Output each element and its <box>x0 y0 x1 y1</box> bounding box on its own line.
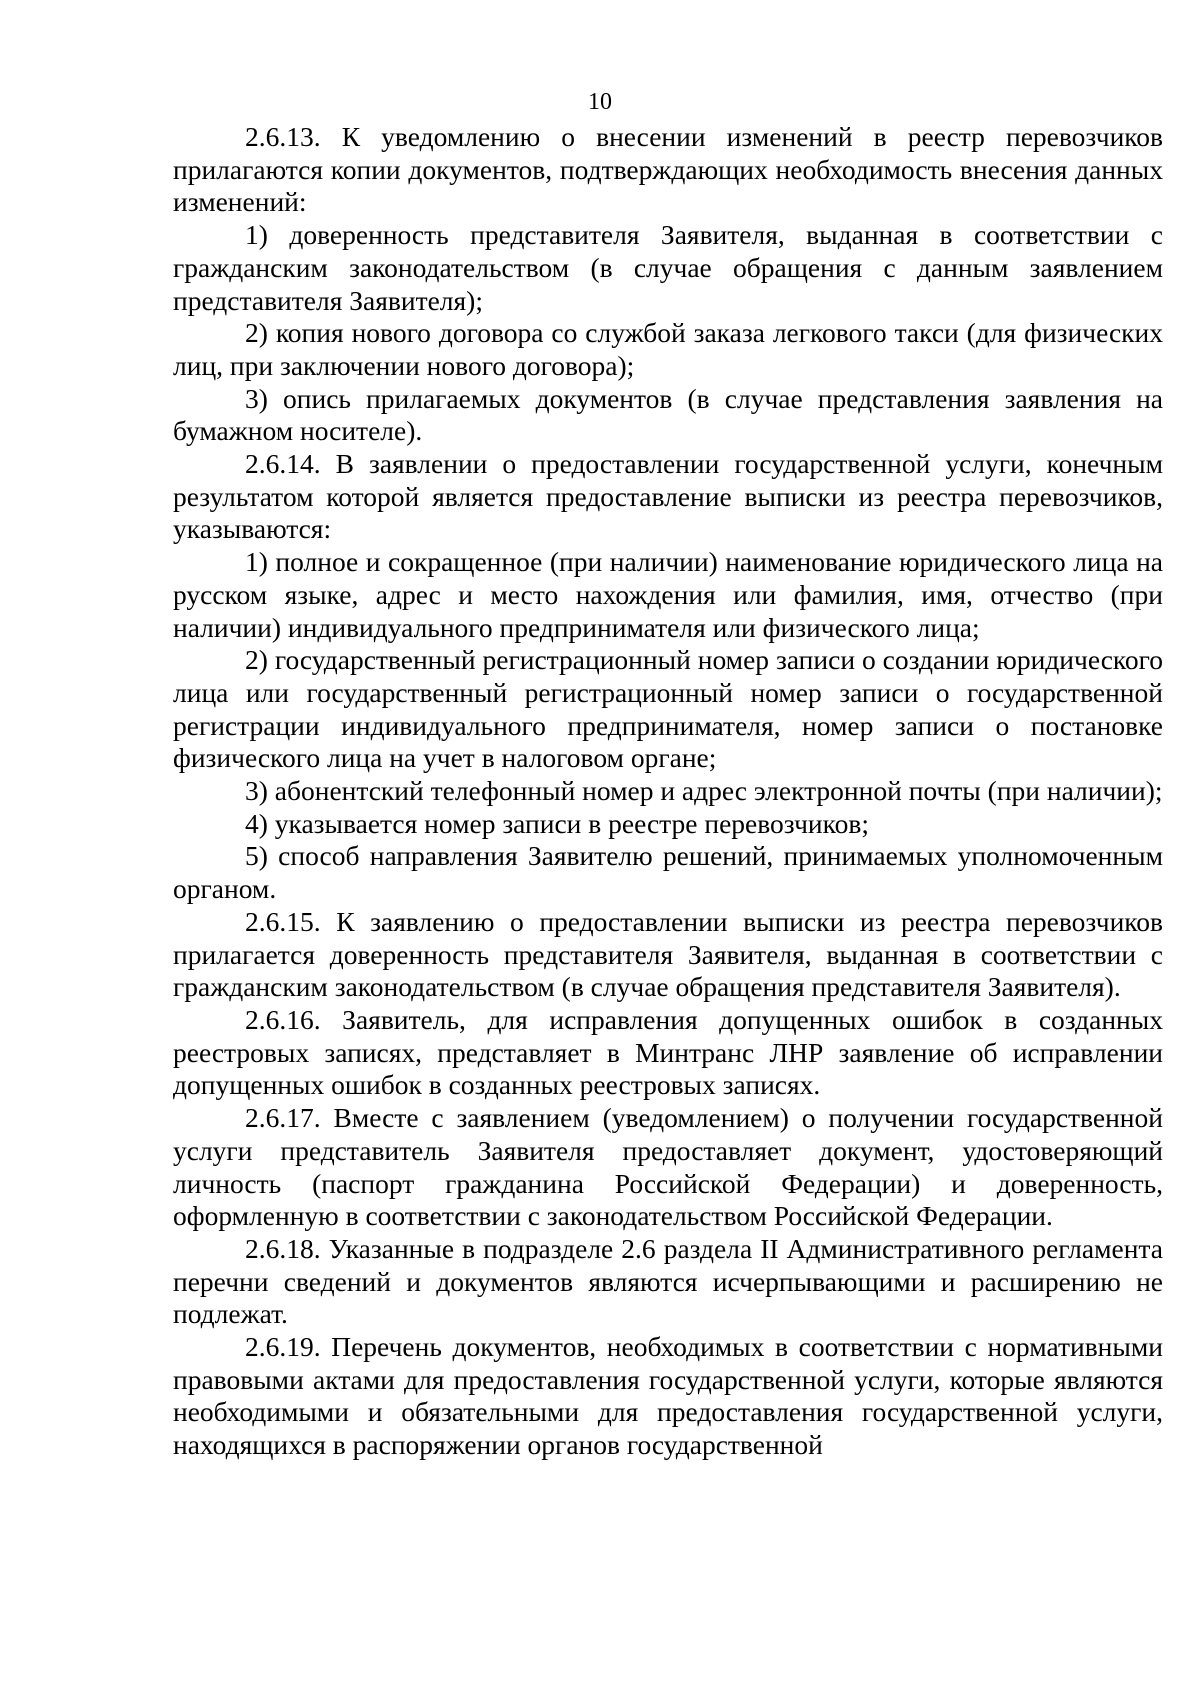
list-item-1-power-of-attorney: 1) доверенность представителя Заявителя, выданная в соответствии с гражданским законодательством (в случае обращения с данным заявлением представителя Заявителя); <box>173 219 1163 316</box>
list-item-4-registry-record: 4) указывается номер записи в реестре перевозчиков; <box>245 807 869 839</box>
page-number: 10 <box>588 89 612 115</box>
list-item-5-delivery-method: 5) способ направления Заявителю решений, принимаемых уполномоченным органом. <box>173 840 1163 905</box>
list-item-2-contract-copy: 2) копия нового договора со службой заказа легкового такси (для физических лиц, при заключении нового договора); <box>173 317 1163 381</box>
paragraph-2-6-17: 2.6.17. Вместе с заявлением (уведомлением) о получении государственной услуги представитель Заявителя предоставляет документ, удостоверяющий личность (паспорт гражданина Российской Федерации) и доверенность, оформленную в соответствии с законодательством Российской Федерации. <box>173 1102 1163 1232</box>
list-item-2-registration-number: 2) государственный регистрационный номер записи о создании юридического лица или государственный регистрационный номер записи о государственной регистрации индивидуального предпринимателя, номер записи о постановке физического лица на учет в налоговом органе; <box>173 644 1163 774</box>
paragraph-2-6-19: 2.6.19. Перечень документов, необходимых в соответствии с нормативными правовыми актами для предоставления государственной услуги, которые являются необходимыми и обязательными для предоставления государственной услуги, находящихся в распоряжении органов государственной <box>173 1331 1163 1461</box>
paragraph-2-6-16: 2.6.16. Заявитель, для исправления допущенных ошибок в созданных реестровых записях, представляет в Минтранс ЛНР заявление об исправлении допущенных ошибок в созданных реестровых записях. <box>173 1003 1163 1101</box>
paragraph-2-6-13: 2.6.13. К уведомлению о внесении изменений в реестр перевозчиков прилагаются копии документов, подтверждающих необходимость внесения данных изменений: <box>173 121 1163 218</box>
paragraph-2-6-18: 2.6.18. Указанные в подразделе 2.6 раздела II Административного регламента перечни сведений и документов являются исчерпывающими и расширению не подлежат. <box>173 1232 1163 1330</box>
list-item-1-full-name: 1) полное и сокращенное (при наличии) наименование юридического лица на русском языке, адрес и место нахождения или фамилия, имя, отчество (при наличии) индивидуального предпринимателя или физического лица; <box>173 546 1163 643</box>
document-body <box>173 121 1163 1462</box>
paragraph-2-6-14: 2.6.14. В заявлении о предоставлении государственной услуги, конечным результатом которой является предоставление выписки из реестра перевозчиков, указываются: <box>173 448 1163 545</box>
paragraph-2-6-15: 2.6.15. К заявлению о предоставлении выписки из реестра перевозчиков прилагается доверенность представителя Заявителя, выданная в соответствии с гражданским законодательством (в случае обращения представителя Заявителя). <box>173 905 1163 1003</box>
list-item-3-document-inventory: 3) опись прилагаемых документов (в случае представления заявления на бумажном носителе). <box>173 382 1163 447</box>
list-item-3-phone-email: 3) абонентский телефонный номер и адрес электронной почты (при наличии); <box>245 775 1163 807</box>
